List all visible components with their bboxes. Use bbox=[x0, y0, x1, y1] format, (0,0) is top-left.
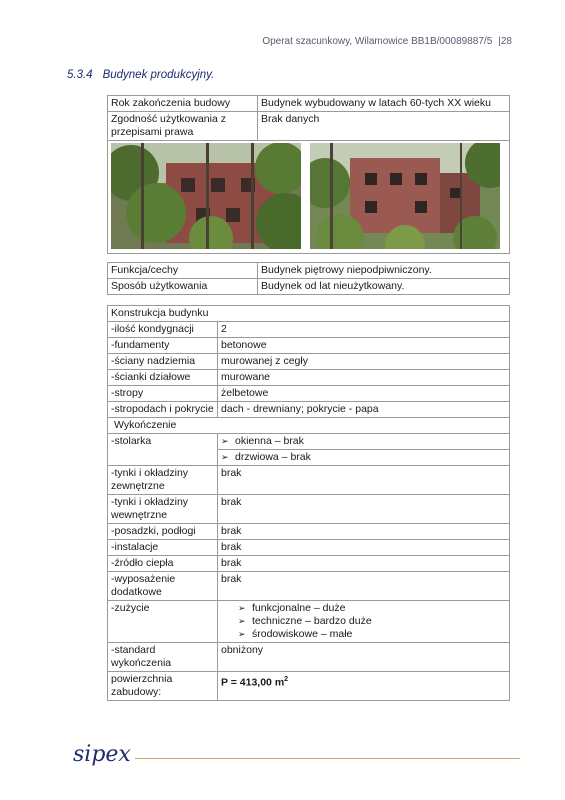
function-table bbox=[107, 262, 510, 295]
list-item bbox=[218, 434, 510, 450]
table-row bbox=[108, 112, 510, 141]
list-item bbox=[218, 450, 510, 466]
row-value: brak bbox=[218, 466, 510, 495]
row-label: powierzchnia zabudowy: bbox=[108, 672, 218, 701]
arrow-bullet-icon: ➢ bbox=[238, 616, 246, 626]
table-row bbox=[108, 601, 510, 643]
building-info-table bbox=[107, 95, 510, 254]
row-label: -tynki i okładziny wewnętrzne bbox=[108, 495, 218, 524]
section-number: 5.3.4 bbox=[67, 69, 93, 81]
row-label: -zużycie bbox=[108, 601, 218, 643]
table-row bbox=[108, 524, 510, 540]
section-heading bbox=[67, 69, 214, 81]
row-label: -ilość kondygnacji bbox=[108, 322, 218, 338]
row-label: -posadzki, podłogi bbox=[108, 524, 218, 540]
table-row bbox=[108, 370, 510, 386]
page-number: 28 bbox=[500, 36, 512, 47]
row-value: obniżony bbox=[218, 643, 510, 672]
construction-table bbox=[107, 305, 510, 701]
list-item-text: drzwiowa – brak bbox=[235, 451, 311, 463]
building-photo-left bbox=[111, 143, 301, 249]
row-label: -instalacje bbox=[108, 540, 218, 556]
page-header bbox=[0, 36, 512, 47]
finish-heading: Wykończenie bbox=[108, 418, 510, 434]
wear-list-cell bbox=[218, 601, 510, 643]
table-row bbox=[108, 279, 510, 295]
table-row bbox=[108, 672, 510, 701]
table-row bbox=[108, 338, 510, 354]
row-label: -wyposażenie dodatkowe bbox=[108, 572, 218, 601]
row-label: -stolarka bbox=[108, 434, 218, 466]
table-row bbox=[108, 386, 510, 402]
sipex-logo: sipex bbox=[73, 742, 131, 767]
list-item-text: funkcjonalne – duże bbox=[252, 602, 346, 614]
arrow-bullet-icon: ➢ bbox=[221, 452, 229, 462]
row-label: -stropodach i pokrycie bbox=[108, 402, 218, 418]
area-unit-superscript: 2 bbox=[284, 676, 289, 683]
document-reference: Operat szacunkowy, Wilamowice BB1B/00089887/5 bbox=[262, 36, 493, 47]
table-row bbox=[108, 96, 510, 112]
list-item-text: okienna – brak bbox=[235, 435, 304, 447]
row-label: -źródło ciepła bbox=[108, 556, 218, 572]
row-value: Budynek piętrowy niepodpiwniczony. bbox=[258, 263, 510, 279]
area-value bbox=[218, 672, 510, 701]
row-value: Budynek od lat nieużytkowany. bbox=[258, 279, 510, 295]
row-value: żelbetowe bbox=[218, 386, 510, 402]
table-row bbox=[108, 263, 510, 279]
section-title: Budynek produkcyjny. bbox=[102, 69, 215, 81]
table-row bbox=[108, 418, 510, 434]
arrow-bullet-icon: ➢ bbox=[238, 603, 246, 613]
table-row bbox=[108, 540, 510, 556]
arrow-bullet-icon: ➢ bbox=[238, 629, 246, 639]
row-value: betonowe bbox=[218, 338, 510, 354]
table-row bbox=[108, 495, 510, 524]
wear-list bbox=[238, 602, 506, 641]
table-row bbox=[108, 466, 510, 495]
list-item bbox=[238, 628, 506, 641]
row-value: brak bbox=[218, 556, 510, 572]
row-value: Budynek wybudowany w latach 60-tych XX wieku bbox=[258, 96, 510, 112]
table-row bbox=[108, 643, 510, 672]
building-photo-right bbox=[310, 143, 500, 249]
arrow-bullet-icon: ➢ bbox=[221, 436, 229, 446]
footer-divider bbox=[135, 758, 520, 759]
row-label: -ściany nadziemia bbox=[108, 354, 218, 370]
row-value: 2 bbox=[218, 322, 510, 338]
list-item bbox=[238, 602, 506, 615]
construction-heading: Konstrukcja budynku bbox=[108, 306, 510, 322]
row-value: brak bbox=[218, 524, 510, 540]
table-row bbox=[108, 354, 510, 370]
row-label: -tynki i okładziny zewnętrzne bbox=[108, 466, 218, 495]
row-value: murowane bbox=[218, 370, 510, 386]
row-value: brak bbox=[218, 572, 510, 601]
row-value: Brak danych bbox=[258, 112, 510, 141]
row-value: dach - drewniany; pokrycie - papa bbox=[218, 402, 510, 418]
row-label: Rok zakończenia budowy bbox=[108, 96, 258, 112]
area-value-text: P = 413,00 m bbox=[221, 676, 285, 689]
row-label: -ścianki działowe bbox=[108, 370, 218, 386]
photo-cell bbox=[108, 141, 510, 254]
list-item-text: środowiskowe – małe bbox=[252, 628, 353, 640]
table-row bbox=[108, 572, 510, 601]
row-label: -stropy bbox=[108, 386, 218, 402]
row-label: Sposób użytkowania bbox=[108, 279, 258, 295]
photo-row bbox=[108, 141, 510, 254]
table-row bbox=[108, 402, 510, 418]
row-value: brak bbox=[218, 495, 510, 524]
row-label: -standard wykończenia bbox=[108, 643, 218, 672]
row-label: -fundamenty bbox=[108, 338, 218, 354]
list-item bbox=[238, 615, 506, 628]
table-row bbox=[108, 306, 510, 322]
table-row bbox=[108, 556, 510, 572]
table-row bbox=[108, 434, 510, 450]
row-value: brak bbox=[218, 540, 510, 556]
list-item-text: techniczne – bardzo duże bbox=[252, 615, 372, 627]
page-separator: | bbox=[498, 36, 501, 47]
row-label: Zgodność użytkowania z przepisami prawa bbox=[108, 112, 258, 141]
row-label: Funkcja/cechy bbox=[108, 263, 258, 279]
table-row bbox=[108, 322, 510, 338]
row-value: murowanej z cegły bbox=[218, 354, 510, 370]
